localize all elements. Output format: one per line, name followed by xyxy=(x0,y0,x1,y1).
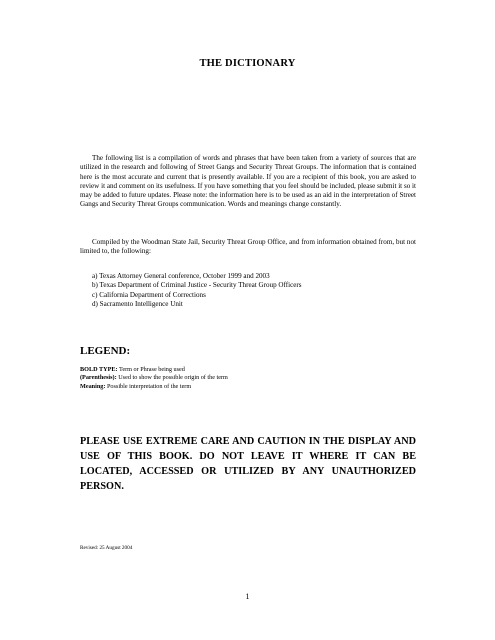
source-item: d) Sacramento Intelligence Unit xyxy=(92,299,183,308)
legend-item xyxy=(80,383,228,391)
sources-list xyxy=(92,272,302,309)
legend-list xyxy=(80,366,228,391)
legend-term: (Parenthesis): xyxy=(80,374,117,382)
page-number: 1 xyxy=(245,592,250,601)
source-item: c) California Department of Corrections xyxy=(92,290,206,299)
legend-item xyxy=(80,374,228,382)
legend-term: BOLD TYPE: xyxy=(80,366,118,373)
source-item: a) Texas Attorney General conference, October 1999 and 2003 xyxy=(92,272,270,280)
page-title: THE DICTIONARY xyxy=(199,58,296,69)
compiled-paragraph: Compiled by the Woodman State Jail, Security Threat Group Office, and from information obtained from, but not limited to, the following: xyxy=(80,238,416,256)
legend-desc: Used to show the possible origin of the term xyxy=(116,374,228,382)
warning-notice: PLEASE USE EXTREME CARE AND CAUTION IN THE DISPLAY AND USE OF THIS BOOK. DO NOT LEAVE IT WHERE IT CAN BE LOCATED, ACCESSED OR UTILIZED BY ANY UNAUTHORIZED PERSON. xyxy=(80,436,416,492)
legend-desc: Term or Phrase being used xyxy=(117,366,185,373)
revised-date: Revised: 25 August 2004 xyxy=(80,545,133,551)
legend-term: Meaning: xyxy=(80,382,106,390)
intro-paragraph: The following list is a compilation of words and phrases that have been taken from a variety of sources that are utilized in the research and following of Street Gangs and Security Threat Groups. The information that is contained here is the most accurate and current that is presently available. If you are a recipient of this book, you are asked to review it and comment on its usefulness. If you have something that you feel should be included, please submit it so it may be added to future updates. Please note: the information here is to be used as an aid in the interpretation of Street Gangs and Security Threat Groups communication. Words and meanings change constantly. xyxy=(80,154,416,209)
legend-heading: LEGEND: xyxy=(80,345,131,357)
legend-desc: Possible interpretation of the term xyxy=(105,382,192,390)
source-item: b) Texas Department of Criminal Justice - Security Threat Group Officers xyxy=(92,281,302,290)
legend-item xyxy=(80,366,228,374)
